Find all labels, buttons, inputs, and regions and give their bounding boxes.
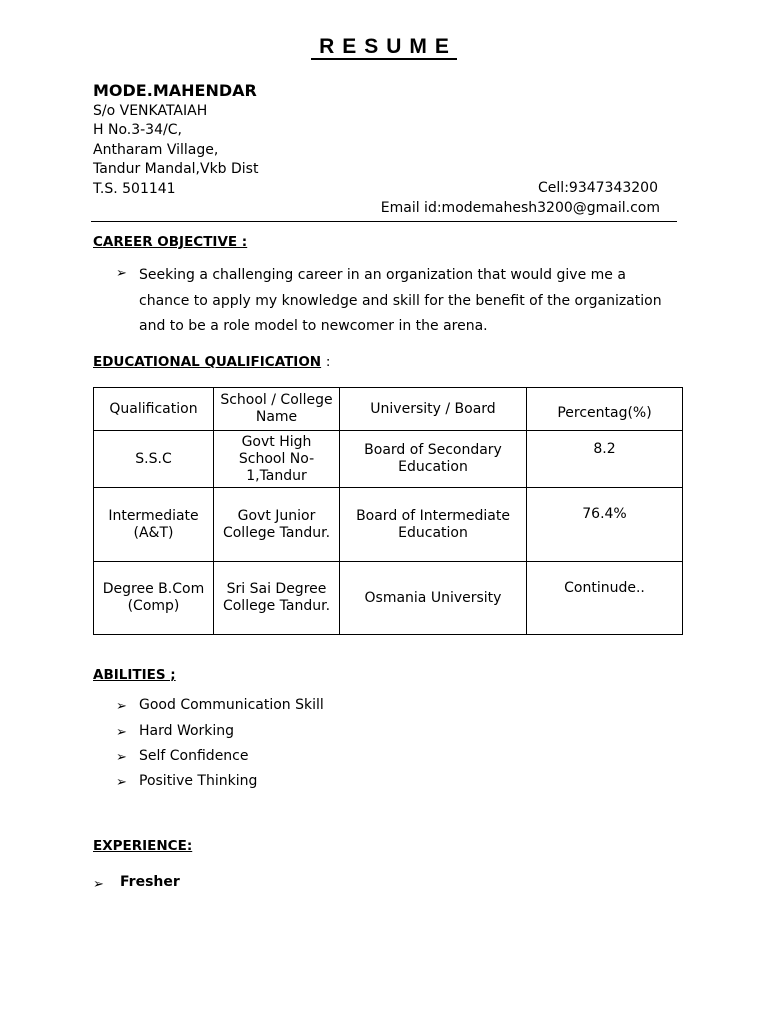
table-cell: Board of Secondary Education [340,431,527,488]
address-line: S/o VENKATAIAH [93,103,208,119]
table-row [94,562,683,635]
address-line: H No.3-34/C, [93,122,182,138]
education-table [93,387,683,635]
candidate-name: MODE.MAHENDAR [93,81,257,100]
header-divider [91,221,677,222]
ability-item: Hard Working [139,723,235,739]
table-cell: Continude.. [527,562,683,635]
table-cell: Govt Junior College Tandur. [214,488,340,562]
abilities-heading: ABILITIES ; [93,667,176,683]
table-cell: 8.2 [527,431,683,488]
career-objective-heading: CAREER OBJECTIVE : [93,234,248,250]
cell-number: Cell:9347343200 [538,180,658,196]
table-cell: Govt High School No-1,Tandur [214,431,340,488]
table-cell: S.S.C [94,431,214,488]
address-line: Tandur Mandal,Vkb Dist [93,161,259,177]
education-heading-suffix: : [325,354,331,370]
arrow-bullet-icon: ➢ [116,775,127,790]
ability-item: Good Communication Skill [139,697,324,713]
arrow-bullet-icon: ➢ [116,699,127,714]
experience-item: Fresher [120,874,180,890]
table-header-cell: University / Board [340,388,527,431]
ability-item: Positive Thinking [139,773,258,789]
table-cell: Osmania University [340,562,527,635]
arrow-bullet-icon: ➢ [116,725,127,740]
table-cell: Intermediate (A&T) [94,488,214,562]
table-cell: Board of Intermediate Education [340,488,527,562]
table-cell: Degree B.Com (Comp) [94,562,214,635]
table-header-cell: Percentag(%) [527,388,683,431]
arrow-bullet-icon: ➢ [116,266,127,281]
career-objective-text: Seeking a challenging career in an organization that would give me a chance to apply my knowledge and skill for the benefit of the organization and to be a role model to newcomer in the arena. [139,267,662,334]
table-row [94,488,683,562]
address-line: Antharam Village, [93,142,219,158]
education-heading: EDUCATIONAL QUALIFICATION [93,354,322,370]
experience-heading: EXPERIENCE: [93,838,193,854]
table-row [94,431,683,488]
arrow-bullet-icon: ➢ [93,877,104,892]
address-line: T.S. 501141 [93,181,176,197]
resume-title: RESUME [0,35,768,60]
education-heading-wrap [93,354,330,370]
table-cell: 76.4% [527,488,683,562]
table-header-cell: School / College Name [214,388,340,431]
email-address: Email id:modemahesh3200@gmail.com [380,200,660,216]
table-header-row [94,388,683,431]
table-cell: Sri Sai Degree College Tandur. [214,562,340,635]
ability-item: Self Confidence [139,748,249,764]
arrow-bullet-icon: ➢ [116,750,127,765]
table-header-cell: Qualification [94,388,214,431]
